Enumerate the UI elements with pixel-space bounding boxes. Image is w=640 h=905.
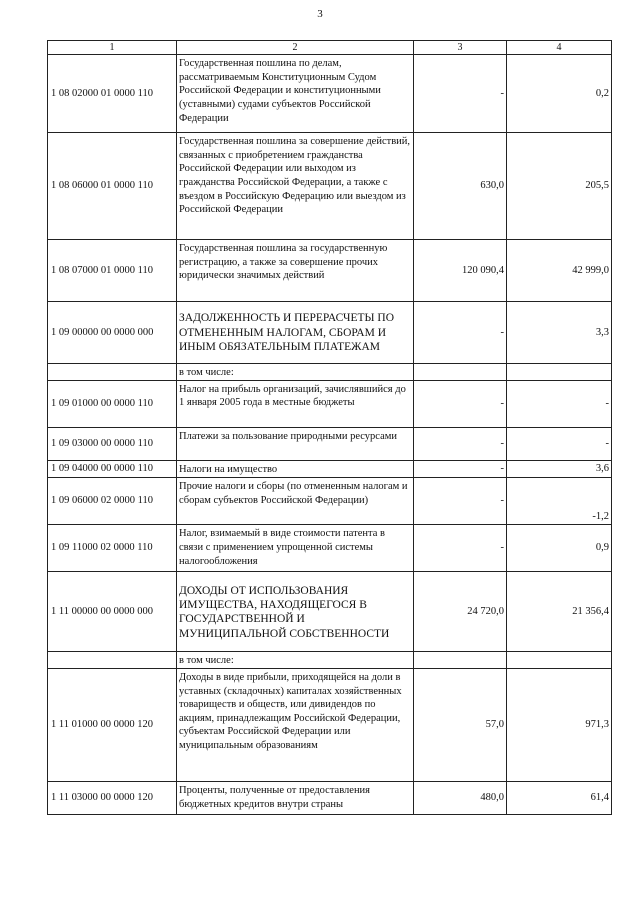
row-col4-value: - <box>507 427 612 460</box>
row-code: 1 08 02000 01 0000 110 <box>48 55 177 133</box>
table-row <box>48 652 612 669</box>
row-description: Государственная пошлина за государственную регистрацию, а также за совершение прочих юридически значимых действий <box>177 240 414 302</box>
row-col3-value: 120 090,4 <box>414 240 507 302</box>
row-col4-value: 21 356,4 <box>507 572 612 652</box>
row-description: Доходы в виде прибыли, приходящейся на доли в уставных (складочных) капиталах хозяйственных товариществ и обществ, или дивидендов по акциям, принадлежащим Российской Федерации, субъектам Российской Федерации или муниципальным образованиям <box>177 668 414 781</box>
row-code: 1 11 01000 00 0000 120 <box>48 668 177 781</box>
budget-table <box>47 40 612 815</box>
row-description: Налог на прибыль организаций, зачислявшийся до 1 января 2005 года в местные бюджеты <box>177 380 414 427</box>
row-code: 1 09 06000 02 0000 110 <box>48 478 177 525</box>
row-code: 1 09 04000 00 0000 110 <box>48 460 177 478</box>
row-col4-value: 61,4 <box>507 781 612 814</box>
row-description: в том числе: <box>177 364 414 381</box>
row-description: Государственная пошлина по делам, рассматриваемым Конституционным Судом Российской Федерации и конституционными (уставными) судами субъектов Российской Федерации <box>177 55 414 133</box>
row-code: 1 08 07000 01 0000 110 <box>48 240 177 302</box>
page-number: 3 <box>317 8 323 20</box>
row-col3-value <box>414 652 507 669</box>
row-col3-value: 630,0 <box>414 133 507 240</box>
row-description: Налог, взимаемый в виде стоимости патента в связи с применением упрощенной системы налогообложения <box>177 525 414 572</box>
row-code <box>48 652 177 669</box>
row-description: ЗАДОЛЖЕННОСТЬ И ПЕРЕРАСЧЕТЫ ПО ОТМЕНЕННЫМ НАЛОГАМ, СБОРАМ И ИНЫМ ОБЯЗАТЕЛЬНЫМ ПЛАТЕЖАМ <box>177 302 414 364</box>
table-row <box>48 781 612 814</box>
table-row <box>48 460 612 478</box>
column-header: 4 <box>507 41 612 55</box>
row-col4-value: 42 999,0 <box>507 240 612 302</box>
row-col3-value: - <box>414 380 507 427</box>
row-col3-value: - <box>414 460 507 478</box>
row-code: 1 09 03000 00 0000 110 <box>48 427 177 460</box>
row-code: 1 11 03000 00 0000 120 <box>48 781 177 814</box>
row-col4-value: 0,9 <box>507 525 612 572</box>
table-header-row <box>48 41 612 55</box>
row-description: Прочие налоги и сборы (по отмененным налогам и сборам субъектов Российской Федерации) <box>177 478 414 525</box>
row-col4-value: 3,3 <box>507 302 612 364</box>
row-col3-value: 480,0 <box>414 781 507 814</box>
row-code: 1 08 06000 01 0000 110 <box>48 133 177 240</box>
row-description: Платежи за пользование природными ресурсами <box>177 427 414 460</box>
row-col4-value <box>507 364 612 381</box>
table-row <box>48 525 612 572</box>
column-header: 2 <box>177 41 414 55</box>
row-col3-value: - <box>414 302 507 364</box>
row-description: ДОХОДЫ ОТ ИСПОЛЬЗОВАНИЯ ИМУЩЕСТВА, НАХОДЯЩЕГОСЯ В ГОСУДАРСТВЕННОЙ И МУНИЦИПАЛЬНОЙ СОБСТВЕННОСТИ <box>177 572 414 652</box>
table-row <box>48 302 612 364</box>
table-row <box>48 478 612 525</box>
column-header: 3 <box>414 41 507 55</box>
row-description: Проценты, полученные от предоставления бюджетных кредитов внутри страны <box>177 781 414 814</box>
row-col4-value: 971,3 <box>507 668 612 781</box>
row-code: 1 09 11000 02 0000 110 <box>48 525 177 572</box>
table-row <box>48 240 612 302</box>
table-row <box>48 427 612 460</box>
row-col4-value: 205,5 <box>507 133 612 240</box>
table-row <box>48 668 612 781</box>
row-code: 1 09 01000 00 0000 110 <box>48 380 177 427</box>
row-col3-value: 24 720,0 <box>414 572 507 652</box>
row-description: Государственная пошлина за совершение действий, связанных с приобретением гражданства Российской Федерации или выходом из гражданства Российской Федерации, а также с въездом в Российскую Федерацию или выездом из Российской Федерации <box>177 133 414 240</box>
row-code: 1 11 00000 00 0000 000 <box>48 572 177 652</box>
table-row <box>48 380 612 427</box>
table-row <box>48 572 612 652</box>
row-col3-value <box>414 364 507 381</box>
table-row <box>48 133 612 240</box>
row-col4-value: 3,6 <box>507 460 612 478</box>
row-col4-value: 0,2 <box>507 55 612 133</box>
row-col3-value: - <box>414 525 507 572</box>
table-row <box>48 364 612 381</box>
row-col3-value: - <box>414 427 507 460</box>
row-col4-value <box>507 652 612 669</box>
row-code: 1 09 00000 00 0000 000 <box>48 302 177 364</box>
row-col3-value: - <box>414 55 507 133</box>
row-code <box>48 364 177 381</box>
table-row <box>48 55 612 133</box>
row-col3-value: - <box>414 478 507 525</box>
row-description: в том числе: <box>177 652 414 669</box>
row-description: Налоги на имущество <box>177 460 414 478</box>
column-header: 1 <box>48 41 177 55</box>
row-col4-value: -1,2 <box>507 478 612 525</box>
row-col3-value: 57,0 <box>414 668 507 781</box>
row-col4-value: - <box>507 380 612 427</box>
